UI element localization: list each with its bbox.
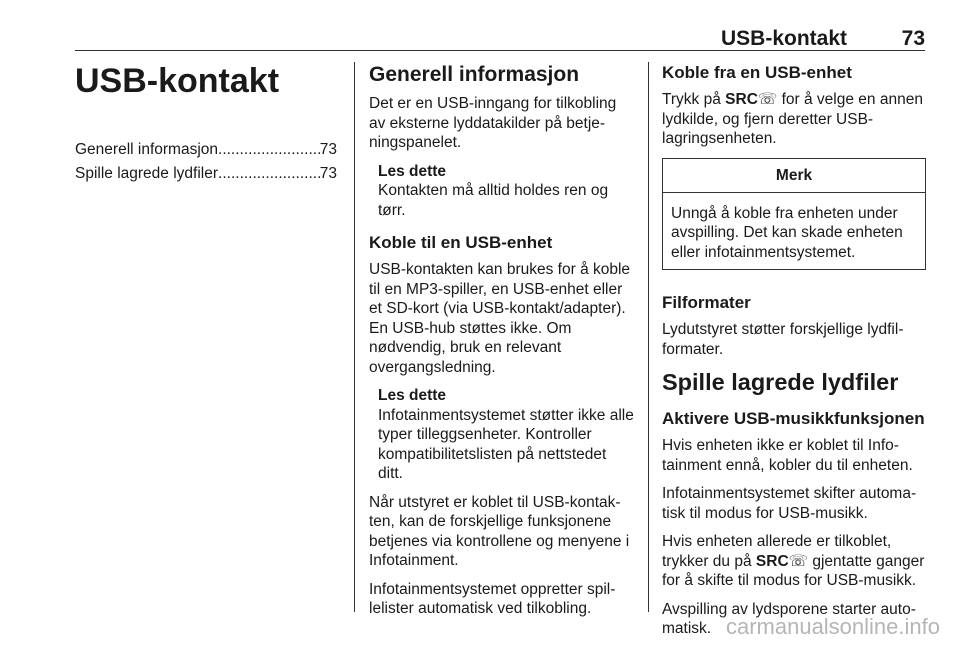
toc-page: 73 xyxy=(319,141,337,158)
paragraph-connected: Når utstyret er koblet til USB-kontakten, kan de forskjellige funksjonene betjenes via kontrollene og menyene i Infotainment. xyxy=(369,493,630,569)
paragraph-general: Det er en USB-inngang for tilkobling av eksterne lyddatakilder på betjeningspanelet. xyxy=(369,95,617,151)
toc-leader xyxy=(218,138,320,162)
paragraph-activate-4: Avspilling av lydsporene starter automatisk. xyxy=(662,600,916,637)
paragraph-activate-1: Hvis enheten ikke er koblet til Infotainment ennå, kobler du til enheten. xyxy=(662,437,913,474)
page-number: 73 xyxy=(901,27,925,50)
heading-activate: Aktivere USB-musikkfunksjonen xyxy=(662,409,925,428)
phone-icon: ☏ xyxy=(757,91,778,108)
paragraph-disconnect xyxy=(662,90,926,149)
page-header xyxy=(75,22,925,51)
heading-formats: Filformater xyxy=(662,293,751,312)
toc-page: 73 xyxy=(319,165,337,182)
heading-general: Generell informasjon xyxy=(369,63,580,86)
src-button-label: SRC xyxy=(725,91,758,108)
paragraph-playlists: Infotainmentsystemet oppretter spillelister automatisk ved tilkobling. xyxy=(369,580,616,617)
note-box-text: Unngå å koble fra enheten under avspilling. Det kan skade enheten eller infotainmentsystemet. xyxy=(671,204,903,261)
toc-entry-general[interactable] xyxy=(75,138,337,162)
heading-disconnect: Koble fra en USB-enhet xyxy=(662,63,852,82)
text-part: gjentatte ganger for å skifte til modus for USB-musikk. xyxy=(662,552,925,589)
note-title: Les dette xyxy=(378,387,447,404)
text-part: Hvis enheten allerede er tilkoblet, trykker du på xyxy=(662,533,892,570)
note-text: Infotainmentsystemet støtter ikke alle typer tilleggsenheter. Kontroller kompatibilitetslisten på nettstedet ditt. xyxy=(378,406,634,482)
note-clean xyxy=(378,162,635,221)
column-disconnect xyxy=(662,62,926,648)
src-button-label: SRC xyxy=(755,552,789,570)
watermark: carmanualsonline.info xyxy=(725,614,940,639)
chapter-title: USB-kontakt xyxy=(75,62,280,100)
toc-leader xyxy=(218,162,320,186)
note-title: Les dette xyxy=(378,162,447,180)
note-compat xyxy=(378,386,635,484)
text-part: for å velge en annen lydkilde, og fjern deretter USB-lagringsenheten. xyxy=(662,91,923,147)
paragraph-formats: Lydutstyret støtter forskjellige lydfilformater. xyxy=(662,321,904,358)
heading-connect: Koble til en USB-enhet xyxy=(369,233,553,252)
toc-label: Spille lagrede lydfiler xyxy=(75,165,219,182)
column-divider-1 xyxy=(354,62,355,612)
paragraph-activate-2: Infotainmentsystemet skifter automatisk til modus for USB-musikk. xyxy=(662,485,917,522)
column-general xyxy=(369,62,635,628)
header-title: USB-kontakt xyxy=(720,27,847,50)
note-box xyxy=(662,158,926,271)
toc-entry-play[interactable] xyxy=(75,162,337,186)
column-divider-2 xyxy=(648,62,649,612)
phone-icon: ☏ xyxy=(788,552,809,570)
paragraph-connect: USB-kontakten kan brukes for å koble til en MP3-spiller, en USB-enhet eller et SD-kort (via USB-kontakt/adapter). En USB-hub støttes ikke. Om nødvendig, bruk en relevant overgangsledning. xyxy=(369,261,631,376)
column-toc xyxy=(75,62,337,186)
note-box-title: Merk xyxy=(663,159,925,193)
paragraph-activate-3 xyxy=(662,532,926,591)
note-text: Kontakten må alltid holdes ren og tørr. xyxy=(378,182,609,219)
heading-play: Spille lagrede lydfiler xyxy=(662,369,899,395)
toc-label: Generell informasjon xyxy=(75,141,219,158)
text-part: Trykk på xyxy=(662,91,726,108)
